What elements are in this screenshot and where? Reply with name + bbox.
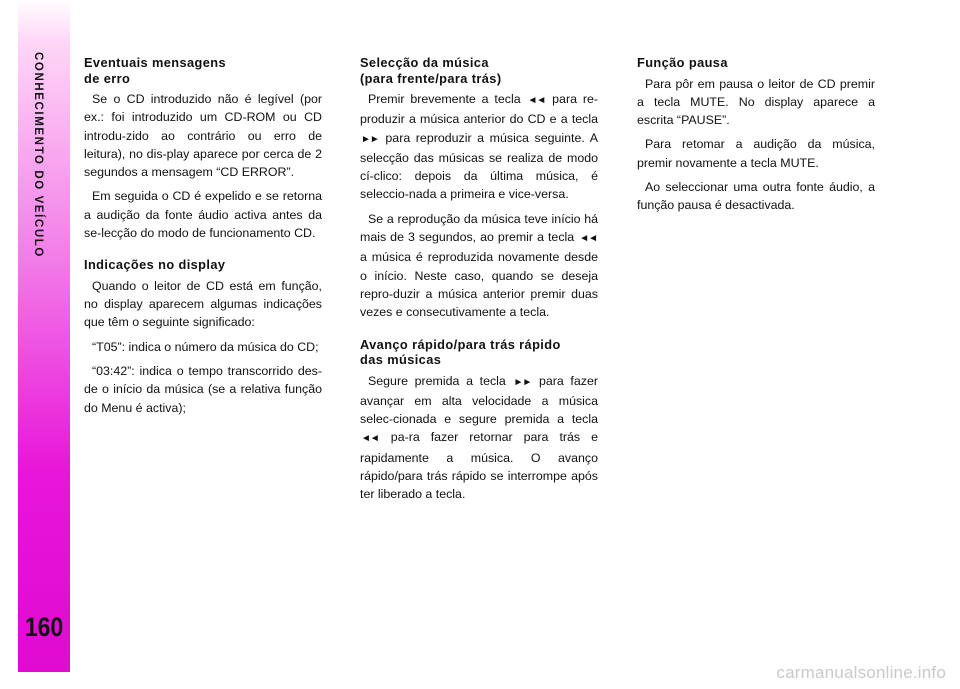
- paragraph: “T05”: indica o número da música do CD;: [92, 339, 319, 354]
- paragraph: “03:42”: indica o tempo transcorrido des-de o início da música (se a relativa função do Menu é activa);: [84, 364, 322, 415]
- column-1: [84, 55, 322, 423]
- column-2: [360, 55, 598, 510]
- heading-display-indications: Indicações no display: [84, 257, 226, 273]
- page-number: 160: [24, 612, 64, 642]
- paragraph: Se o CD introduzido não é legível (por ex.: foi introduzido um CD-ROM ou CD introdu-zido ao contrário ou erro de leitura), no dis-play aparece por cerca de 2 segundos a mensagem “CD ERROR”.: [84, 92, 322, 180]
- paragraph: Se a reprodução da música teve início há mais de 3 segundos, ao premir a tecla ◄◄ a música é reproduzida novamente desde o início. Neste caso, quando se deseja repro-duzir a música anterior premir duas vezes e consecutivamente a tecla.: [360, 211, 598, 320]
- heading-pause-function: Função pausa: [637, 55, 728, 70]
- heading-track-selection: Selecção da música (para frente/para trás): [360, 55, 502, 86]
- rewind-key-icon: ◄◄: [579, 233, 597, 245]
- section-side-band: [18, 0, 70, 672]
- heading-error-messages: Eventuais mensagens de erro: [84, 55, 227, 86]
- rewind-key-icon: ◄◄: [527, 95, 546, 106]
- paragraph: Quando o leitor de CD está em função, no display aparecem algumas indicações que têm o seguinte significado:: [84, 278, 322, 330]
- fast-forward-key-icon: ►►: [513, 376, 532, 388]
- paragraph: Para pôr em pausa o leitor de CD premir a tecla MUTE. No display aparece a escrita “PAUSE”.: [637, 76, 875, 128]
- paragraph: Ao seleccionar uma outra fonte áudio, a função pausa é desactivada.: [637, 179, 875, 213]
- fast-forward-key-icon: ►►: [361, 133, 379, 145]
- paragraph: Premir brevemente a tecla ◄◄ para re-produzir a música anterior do CD e a tecla ►► para reproduzir a música seguinte. A selecção das músicas se realiza de modo cí-clico: depois da última música, é seleccio-nada a primeira e vice-versa.: [360, 92, 598, 202]
- section-title: CONHECIMENTO DO VEÍCULO: [32, 52, 44, 258]
- rewind-key-icon: ◄◄: [361, 433, 379, 445]
- heading-fast-forward-rewind: Avanço rápido/para trás rápido das músicas: [360, 336, 561, 368]
- watermark: carmanualsonline.info: [776, 663, 946, 682]
- paragraph: Segure premida a tecla ►► para fazer avançar em alta velocidade a música selec-cionada e segure premida a tecla ◄◄ pa-ra fazer retornar para trás e rapidamente a música. O avanço rápido/para trás rápido se interrompe após ter liberado a tecla.: [360, 373, 598, 502]
- paragraph: Em seguida o CD é expelido e se retorna a audição da fonte áudio activa antes da se-lecção do modo de funcionamento CD.: [84, 189, 322, 241]
- column-3: [637, 55, 875, 221]
- paragraph: Para retomar a audição da música, premir novamente a tecla MUTE.: [637, 137, 875, 170]
